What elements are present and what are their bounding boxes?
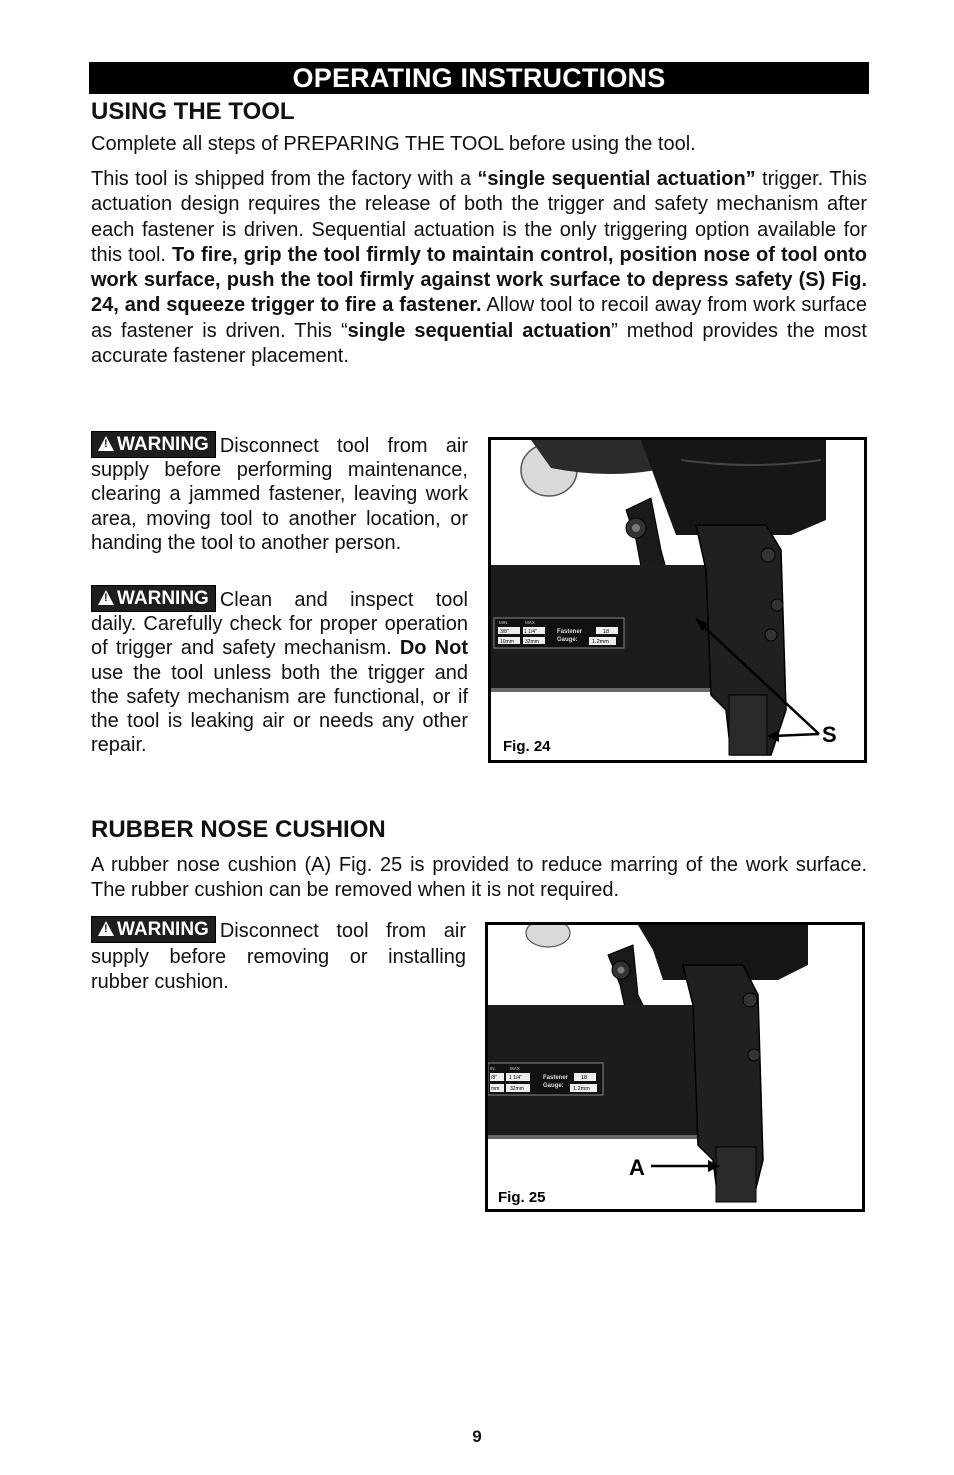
para-text: Allow tool to recoil away from work surface as fastener is driven. This “ [91,294,867,342]
plate-min-mm: mm [491,1086,500,1092]
plate-min-mm: 10mm [500,639,514,645]
warning-badge-label: WARNING [117,434,209,455]
warning-block-2 [91,585,468,757]
warning-badge-label: WARNING [117,588,209,609]
warning-1-text: Disconnect tool from air supply before performing maintenance, clearing a jammed fastener, leaving work area, moving tool to another location, or handing the tool to another person. [91,435,468,554]
section-title: OPERATING INSTRUCTIONS [292,63,666,93]
plate-max-mm: 32mm [525,639,539,645]
plate-max-mm: 32mm [510,1086,524,1092]
plate-gauge-value: 18 [581,1075,588,1081]
using-tool-paragraph [91,167,867,369]
callout-label-a: A [629,1155,645,1180]
warning-triangle-icon [98,436,114,451]
nailer-photo-fig25 [488,925,862,1209]
figure-24 [488,437,867,763]
warning-3-text: Disconnect tool from air supply before removing or installing rubber cushion. [91,920,466,993]
callout-label-s: S [822,722,837,747]
warning-block-3 [91,916,466,996]
plate-min-label: IN. [490,1066,496,1071]
warning-badge [91,916,216,943]
plate-gauge-mm: 1.2mm [592,639,609,645]
para-bold-text: single sequential actuation [347,319,612,342]
para-bold-text: To fire, grip the tool firmly to maintain control, position nose of tool onto work surface, push the tool firmly against work surface to depress safety (S) Fig. 24, and squeeze trigger to fire a fastener. [91,243,867,317]
plate-max-label: MAX [525,620,535,625]
warning-block-1 [91,431,468,555]
plate-min-in: 3/8" [500,629,509,635]
figure-25-label: Fig. 25 [498,1189,546,1206]
plate-max-in: 1 1/4" [509,1075,522,1081]
using-tool-intro: Complete all steps of PREPARING THE TOOL before using the tool. [91,133,696,155]
using-tool-heading: USING THE TOOL [91,98,295,125]
plate-max-label: MAX [510,1066,520,1071]
warning-triangle-icon [98,590,114,605]
plate-gauge-mm: 1.2mm [573,1086,590,1092]
plate-max-in: 1 1/4" [524,629,537,635]
para-text: trigger. This actuation design requires the release of both the trigger and safety mechanism after each fastener is driven. Sequential actuation is the only triggering option available for this tool. [91,168,867,266]
warning-badge [91,431,216,458]
section-header-bar [89,62,869,94]
warning-badge-label: WARNING [117,919,209,940]
para-text: ” method provides the most accurate fastener placement. [91,319,867,368]
warning-badge [91,585,216,612]
warning-2-text: use the tool unless both the trigger and the safety mechanism are functional, or if the tool is leaking air or needs any other repair. [91,661,468,757]
warning-2-bold-text: Do Not [399,637,468,660]
para-bold-text: “single sequential actuation” [477,168,756,190]
plate-gauge-value: 18 [603,629,610,635]
figure-25 [485,922,865,1212]
plate-gauge-label: Gauge: [557,637,578,643]
warning-triangle-icon [98,921,114,936]
plate-fastener-label: Fastener [557,629,583,635]
plate-min-label: MIN. [499,620,509,625]
plate-fastener-label: Fastener [543,1075,569,1081]
figure-24-label: Fig. 24 [503,738,551,755]
para-text: This tool is shipped from the factory with a [91,168,478,190]
plate-min-in: /8" [491,1075,497,1081]
rubber-nose-text: A rubber nose cushion (A) Fig. 25 is provided to reduce marring of the work surface. The rubber cushion can be removed when it is not required. [91,854,867,902]
rubber-nose-heading: RUBBER NOSE CUSHION [91,816,386,843]
nailer-photo-fig24 [491,440,864,760]
page-number: 9 [472,1427,482,1446]
warning-2-text: Clean and inspect tool daily. Carefully check for proper operation of trigger and safety mechanism. [91,589,468,660]
plate-gauge-label: Gauge: [543,1083,564,1089]
